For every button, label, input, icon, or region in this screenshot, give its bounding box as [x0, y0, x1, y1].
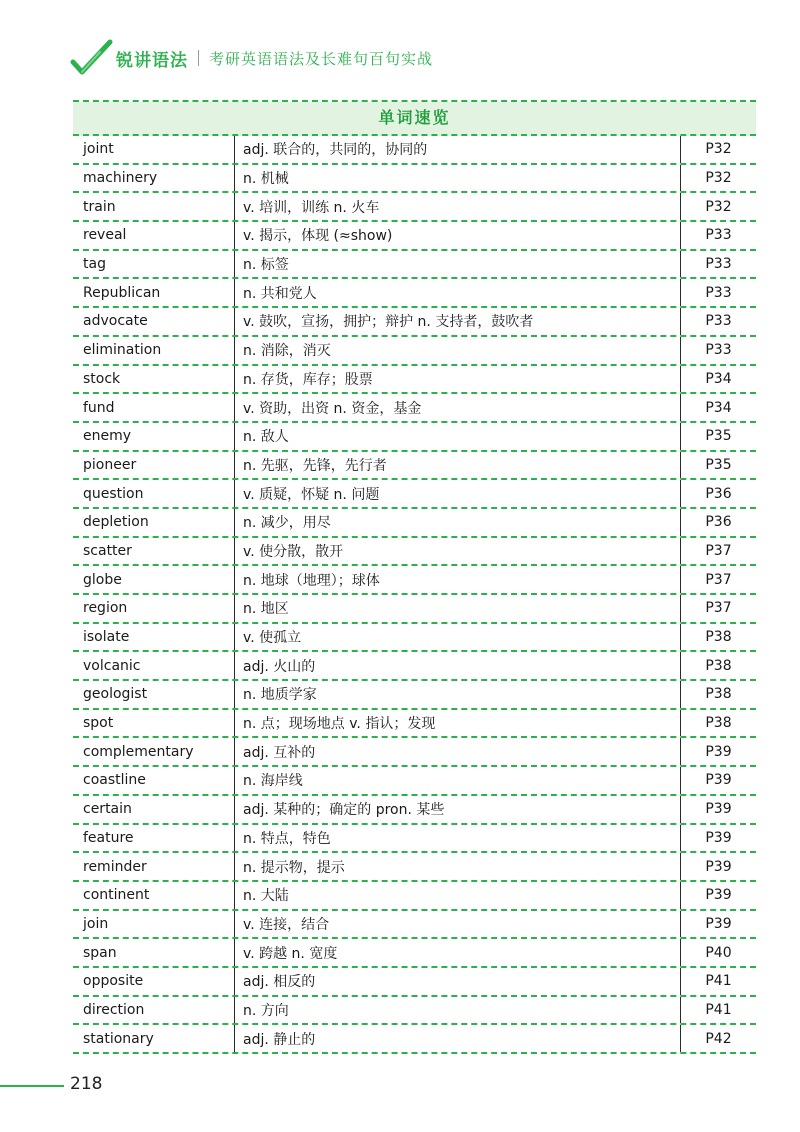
- definition-cell: n. 地区: [235, 595, 681, 622]
- definition-cell: adj. 互补的: [235, 738, 681, 765]
- definition-cell: n. 地质学家: [235, 681, 681, 708]
- page-ref-cell: P39: [705, 801, 732, 818]
- definition-cell: v. 揭示，体现 (≈show): [235, 222, 681, 249]
- word-cell: enemy: [73, 423, 235, 450]
- definition-cell: n. 海岸线: [235, 767, 681, 794]
- definition-cell: n. 消除，消灭: [235, 337, 681, 364]
- word-cell: train: [73, 193, 235, 220]
- definition-cell: n. 点；现场地点 v. 指认；发现: [235, 710, 681, 737]
- definition-cell: n. 特点，特色: [235, 825, 681, 852]
- word-cell: advocate: [73, 308, 235, 335]
- page-ref-cell: P39: [705, 887, 732, 904]
- definition-cell: adj. 联合的，共同的，协同的: [235, 136, 681, 163]
- word-cell: depletion: [73, 509, 235, 536]
- page-ref-cell: P38: [705, 629, 732, 646]
- header-divider: [198, 50, 199, 66]
- word-cell: reveal: [73, 222, 235, 249]
- page-ref-cell: P37: [705, 542, 732, 559]
- page-ref-cell: P36: [705, 514, 732, 531]
- page-ref-cell: P40: [705, 944, 732, 961]
- definition-cell: v. 资助，出资 n. 资金，基金: [235, 394, 681, 421]
- page-ref-cell: P42: [705, 1030, 732, 1047]
- word-cell: tag: [73, 251, 235, 278]
- book-title: 考研英语语法及长难句百句实战: [209, 49, 434, 68]
- table-row: [73, 251, 756, 280]
- table-row: [73, 681, 756, 710]
- definition-cell: n. 存货，库存；股票: [235, 366, 681, 393]
- page-ref-cell: P39: [705, 915, 732, 932]
- word-cell: stationary: [73, 1025, 235, 1052]
- word-cell: region: [73, 595, 235, 622]
- definition-cell: v. 培训，训练 n. 火车: [235, 193, 681, 220]
- word-cell: joint: [73, 136, 235, 163]
- word-cell: isolate: [73, 624, 235, 651]
- table-row: [73, 710, 756, 739]
- table-row: [73, 767, 756, 796]
- word-cell: coastline: [73, 767, 235, 794]
- page-ref-cell: P34: [705, 370, 732, 387]
- definition-cell: n. 地球（地理）；球体: [235, 566, 681, 593]
- table-row: [73, 452, 756, 481]
- word-cell: complementary: [73, 738, 235, 765]
- table-row: [73, 595, 756, 624]
- page-ref-cell: P36: [705, 485, 732, 502]
- word-cell: stock: [73, 366, 235, 393]
- page-ref-cell: P35: [705, 456, 732, 473]
- page-number: 218: [70, 1074, 103, 1094]
- definition-cell: v. 鼓吹，宣扬，拥护；辩护 n. 支持者，鼓吹者: [235, 308, 681, 335]
- page-ref-cell: P39: [705, 772, 732, 789]
- table-row: [73, 136, 756, 165]
- page-ref-cell: P39: [705, 829, 732, 846]
- definition-cell: adj. 静止的: [235, 1025, 681, 1052]
- word-cell: certain: [73, 796, 235, 823]
- table-row: [73, 968, 756, 997]
- table-row: [73, 566, 756, 595]
- word-cell: geologist: [73, 681, 235, 708]
- definition-cell: v. 连接，结合: [235, 911, 681, 938]
- table-row: [73, 193, 756, 222]
- word-cell: scatter: [73, 538, 235, 565]
- word-cell: globe: [73, 566, 235, 593]
- word-cell: Republican: [73, 279, 235, 306]
- vocabulary-table: [73, 100, 756, 1054]
- page-ref-cell: P41: [705, 973, 732, 990]
- page-ref-cell: P39: [705, 743, 732, 760]
- table-row: [73, 279, 756, 308]
- page-ref-cell: P33: [705, 342, 732, 359]
- table-row: [73, 337, 756, 366]
- pen-check-icon: [70, 38, 114, 78]
- table-row: [73, 165, 756, 194]
- page-ref-cell: P38: [705, 657, 732, 674]
- page-ref-cell: P37: [705, 600, 732, 617]
- definition-cell: v. 使孤立: [235, 624, 681, 651]
- word-cell: opposite: [73, 968, 235, 995]
- definition-cell: adj. 火山的: [235, 652, 681, 679]
- table-row: [73, 997, 756, 1026]
- table-row: [73, 882, 756, 911]
- definition-cell: adj. 相反的: [235, 968, 681, 995]
- word-cell: span: [73, 939, 235, 966]
- table-row: [73, 624, 756, 653]
- table-body: [73, 136, 756, 1054]
- word-cell: fund: [73, 394, 235, 421]
- definition-cell: n. 先驱，先锋，先行者: [235, 452, 681, 479]
- word-cell: direction: [73, 997, 235, 1024]
- page-ref-cell: P35: [705, 428, 732, 445]
- table-row: [73, 509, 756, 538]
- table-row: [73, 366, 756, 395]
- definition-cell: adj. 某种的；确定的 pron. 某些: [235, 796, 681, 823]
- table-row: [73, 939, 756, 968]
- table-row: [73, 825, 756, 854]
- table-row: [73, 394, 756, 423]
- page-ref-cell: P32: [705, 170, 732, 187]
- page-ref-cell: P38: [705, 715, 732, 732]
- page-header: [70, 38, 433, 78]
- definition-cell: v. 质疑，怀疑 n. 问题: [235, 480, 681, 507]
- page-ref-cell: P33: [705, 284, 732, 301]
- word-cell: feature: [73, 825, 235, 852]
- table-row: [73, 423, 756, 452]
- page-ref-cell: P33: [705, 313, 732, 330]
- page-ref-cell: P37: [705, 571, 732, 588]
- page-ref-cell: P32: [705, 198, 732, 215]
- definition-cell: n. 共和党人: [235, 279, 681, 306]
- definition-cell: n. 提示物，提示: [235, 853, 681, 880]
- table-title: 单词速览: [73, 102, 756, 136]
- page-ref-cell: P32: [705, 141, 732, 158]
- table-row: [73, 853, 756, 882]
- word-cell: spot: [73, 710, 235, 737]
- page-ref-cell: P33: [705, 256, 732, 273]
- definition-cell: n. 方向: [235, 997, 681, 1024]
- page-ref-cell: P39: [705, 858, 732, 875]
- definition-cell: n. 敌人: [235, 423, 681, 450]
- word-cell: pioneer: [73, 452, 235, 479]
- page-ref-cell: P34: [705, 399, 732, 416]
- definition-cell: v. 跨越 n. 宽度: [235, 939, 681, 966]
- page-ref-cell: P41: [705, 1001, 732, 1018]
- definition-cell: n. 机械: [235, 165, 681, 192]
- page-ref-cell: P33: [705, 227, 732, 244]
- table-row: [73, 738, 756, 767]
- definition-cell: n. 减少，用尽: [235, 509, 681, 536]
- definition-cell: n. 大陆: [235, 882, 681, 909]
- word-cell: continent: [73, 882, 235, 909]
- brand-name: 锐讲语法: [116, 50, 188, 71]
- table-row: [73, 911, 756, 940]
- table-row: [73, 480, 756, 509]
- word-cell: question: [73, 480, 235, 507]
- footer-rule: [0, 1085, 64, 1087]
- word-cell: join: [73, 911, 235, 938]
- definition-cell: v. 使分散，散开: [235, 538, 681, 565]
- table-row: [73, 222, 756, 251]
- word-cell: elimination: [73, 337, 235, 364]
- table-row: [73, 1025, 756, 1054]
- word-cell: reminder: [73, 853, 235, 880]
- definition-cell: n. 标签: [235, 251, 681, 278]
- word-cell: volcanic: [73, 652, 235, 679]
- word-cell: machinery: [73, 165, 235, 192]
- page-ref-cell: P38: [705, 686, 732, 703]
- table-row: [73, 796, 756, 825]
- table-row: [73, 308, 756, 337]
- table-row: [73, 652, 756, 681]
- table-row: [73, 538, 756, 567]
